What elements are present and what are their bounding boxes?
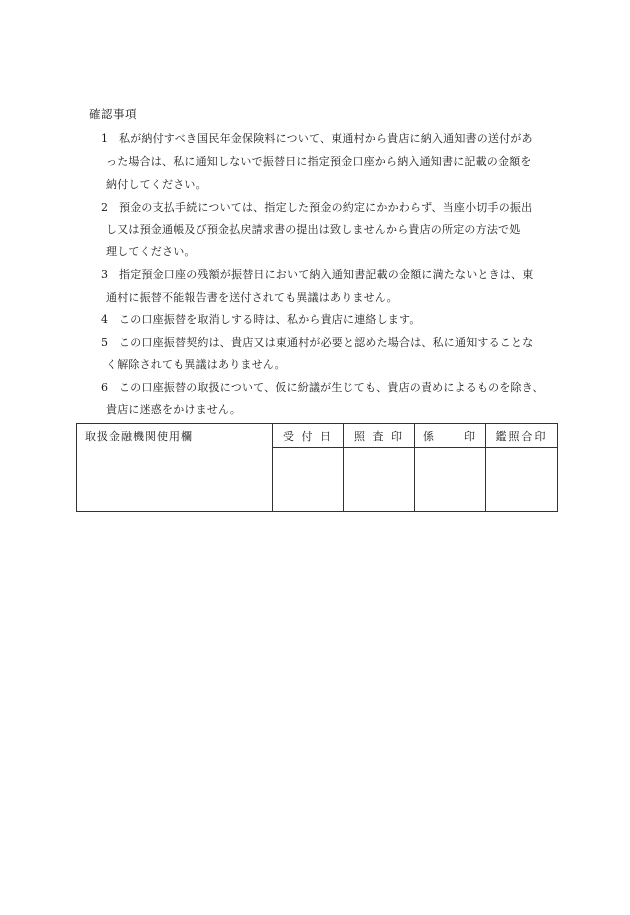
item-line: し又は預金通帳及び預金払戻請求書の提出は致しませんから貴店の所定の方法で処 (106, 223, 521, 236)
clerk-seal-cell[interactable] (415, 448, 486, 512)
receipt-date-header: 受 付 日 (273, 424, 344, 448)
institution-use-label: 取扱金融機関使用欄 (85, 430, 193, 443)
clerk-seal-header (415, 424, 486, 448)
item-number: 1 (101, 132, 108, 145)
verification-seal-cell[interactable] (344, 448, 415, 512)
item-line: 指定預金口座の残額が振替日において納入通知書記載の金額に満たないときは、東 (119, 268, 534, 281)
item-line: った場合は、私に通知しないで振替日に指定預金口座から納入通知書に記載の金額を (106, 155, 532, 168)
seal-check-cell[interactable] (486, 448, 558, 512)
section-title: 確認事項 (89, 107, 137, 121)
seal-check-header: 鑑照合印 (486, 424, 558, 448)
item-line: この口座振替を取消しする時は、私から貴店に連絡します。 (119, 313, 421, 326)
item-number: 5 (101, 336, 108, 349)
item-line: 預金の支払手続については、指定した預金の約定にかかわらず、当座小切手の振出 (119, 201, 533, 214)
receipt-date-cell[interactable] (273, 448, 344, 512)
item-line: この口座振替契約は、貴店又は東通村が必要と認めた場合は、私に通知することな (119, 336, 534, 349)
item-number: 4 (101, 313, 108, 326)
verification-seal-header: 照 査 印 (344, 424, 415, 448)
seal-label: 印 (464, 429, 477, 443)
item-line: 私が納付すべき国民年金保険料について、東通村から貴店に納入通知書の送付があ (119, 132, 533, 145)
clerk-label: 係 (423, 429, 436, 443)
item-line: この口座振替の取扱について、仮に紛議が生じても、貴店の責めによるものを除き、 (119, 381, 544, 394)
item-line: 理してください。 (106, 245, 196, 258)
item-line: 通村に振替不能報告書を送付されても異議はありません。 (106, 291, 398, 304)
institution-use-label-cell (77, 424, 273, 512)
item-number: 3 (101, 268, 108, 281)
item-number: 2 (101, 201, 108, 214)
item-line: く解除されても異議はありません。 (106, 358, 286, 371)
item-line: 納付してください。 (106, 178, 207, 191)
item-number: 6 (101, 381, 108, 394)
item-line: 貴店に迷惑をかけません。 (106, 403, 242, 416)
financial-institution-use-table (76, 423, 558, 512)
